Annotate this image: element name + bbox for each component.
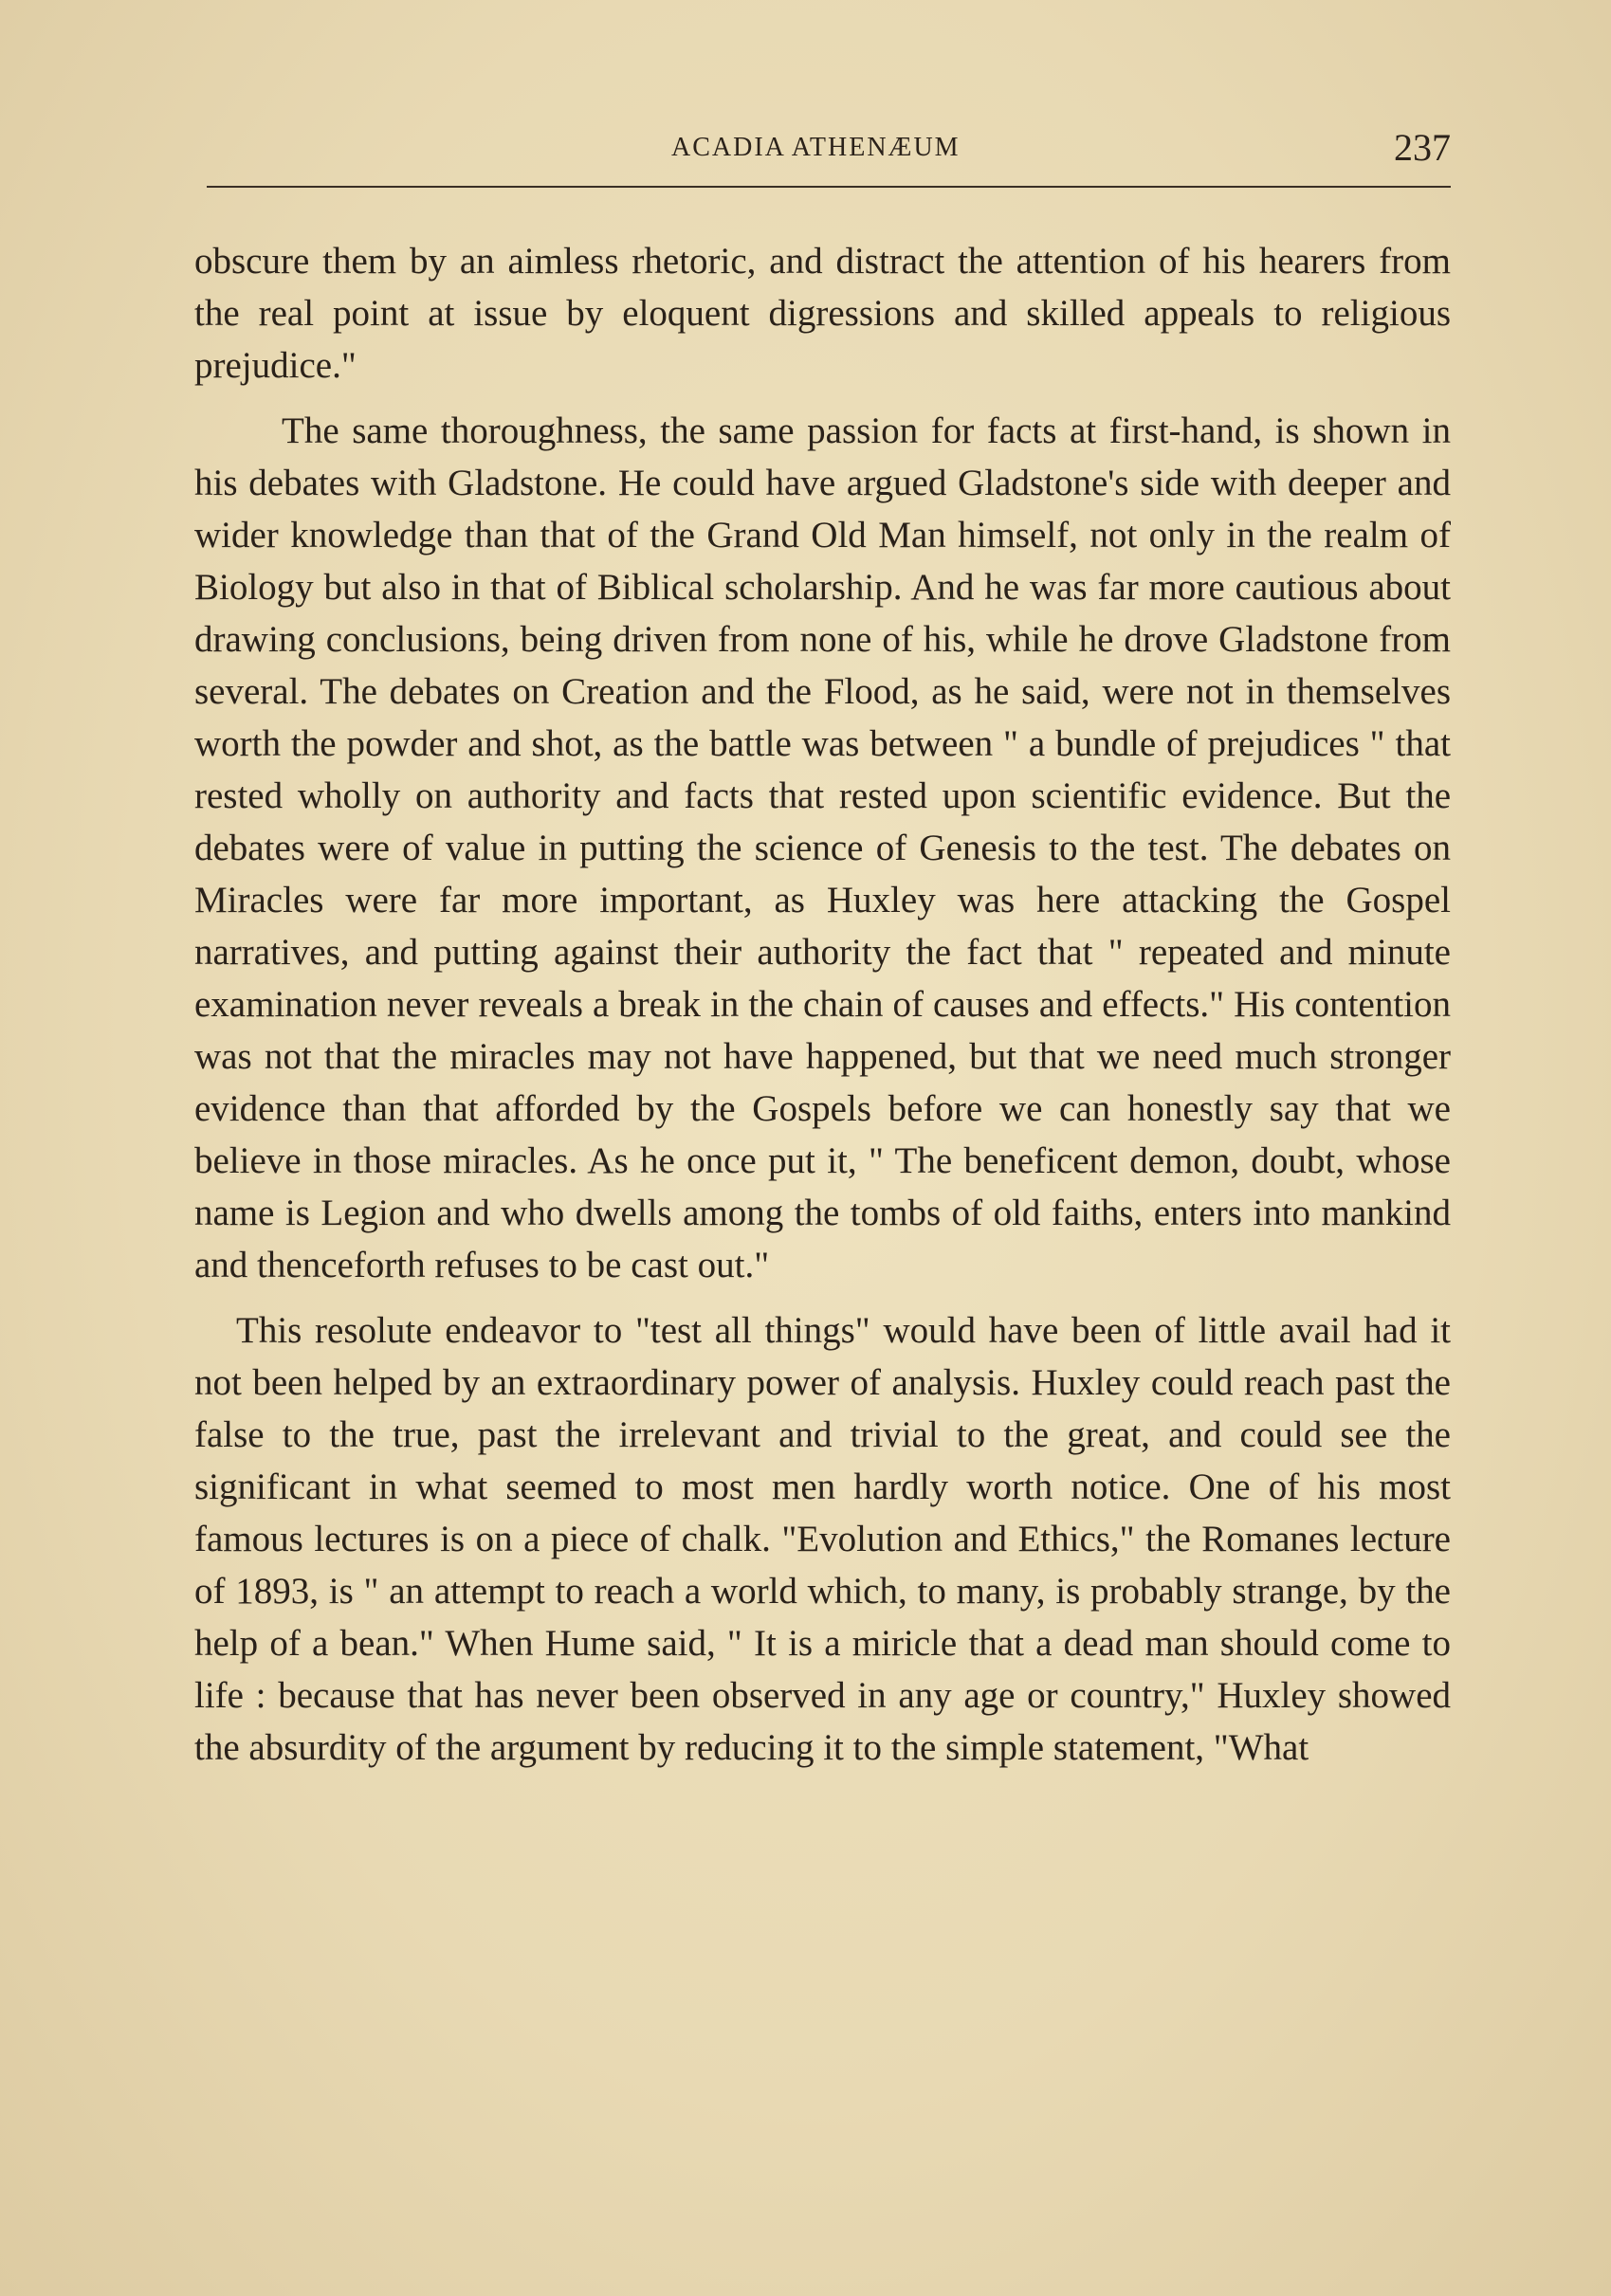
page-header (207, 126, 1451, 176)
header-rule (207, 186, 1451, 188)
paragraph-analysis: This resolute endeavor to "test all things" would have been of little avail had it not been helped by an extraordinary power of analysis. Huxley could reach past the false to the true, past the irrelevant and trivial to the great, and could see the significant in what seemed to most men hardly worth notice. One of his most famous lectures is on a piece of chalk. "Evolution and Ethics," the Romanes lecture of 1893, is " an attempt to reach a world which, to many, is probably strange, by the help of a bean." When Hume said, " It is a miricle that a dead man should come to life : because that has never been observed in any age or country," Huxley showed the absurdity of the argument by reducing it to the simple statement, "What (194, 1310, 1451, 1768)
page-number: 237 (1394, 126, 1451, 169)
paragraph-continuation: obscure them by an aimless rhetoric, and distract the attention of his hearers from the real point at issue by eloquent digressions and skilled appeals to religious prejudice." (194, 241, 1451, 386)
paragraph-gladstone-debates: The same thoroughness, the same passion for facts at first-hand, is shown in his debates with Gladstone. He could have argued Gladstone's side with deeper and wider knowledge than that of the Grand Old Man himself, not only in the realm of Biology but also in that of Biblical scholarship. And he was far more cautious about drawing conclusions, being driven from none of his, while he drove Gladstone from several. The debates on Creation and the Flood, as he said, were not in themselves worth the powder and shot, as the battle was between " a bundle of prejudices " that rested wholly on authority and facts that rested upon scientific evidence. But the debates were of value in putting the science of Genesis to the test. The debates on Miracles were far more important, as Huxley was here attacking the Gospel narratives, and putting against their authority the fact that " repeated and minute examination never reveals a break in the chain of causes and effects." His contention was not that the miracles may not have happened, but that we need much stronger evidence than that afforded by the Gospels before we can honestly say that we believe in those miracles. As he once put it, " The beneficent demon, doubt, whose name is Legion and who dwells among the tombs of old faiths, enters into mankind and thenceforth refuses to be cast out." (194, 410, 1451, 1285)
article-body (194, 235, 1451, 1787)
running-title: ACADIA ATHENÆUM (671, 133, 961, 162)
